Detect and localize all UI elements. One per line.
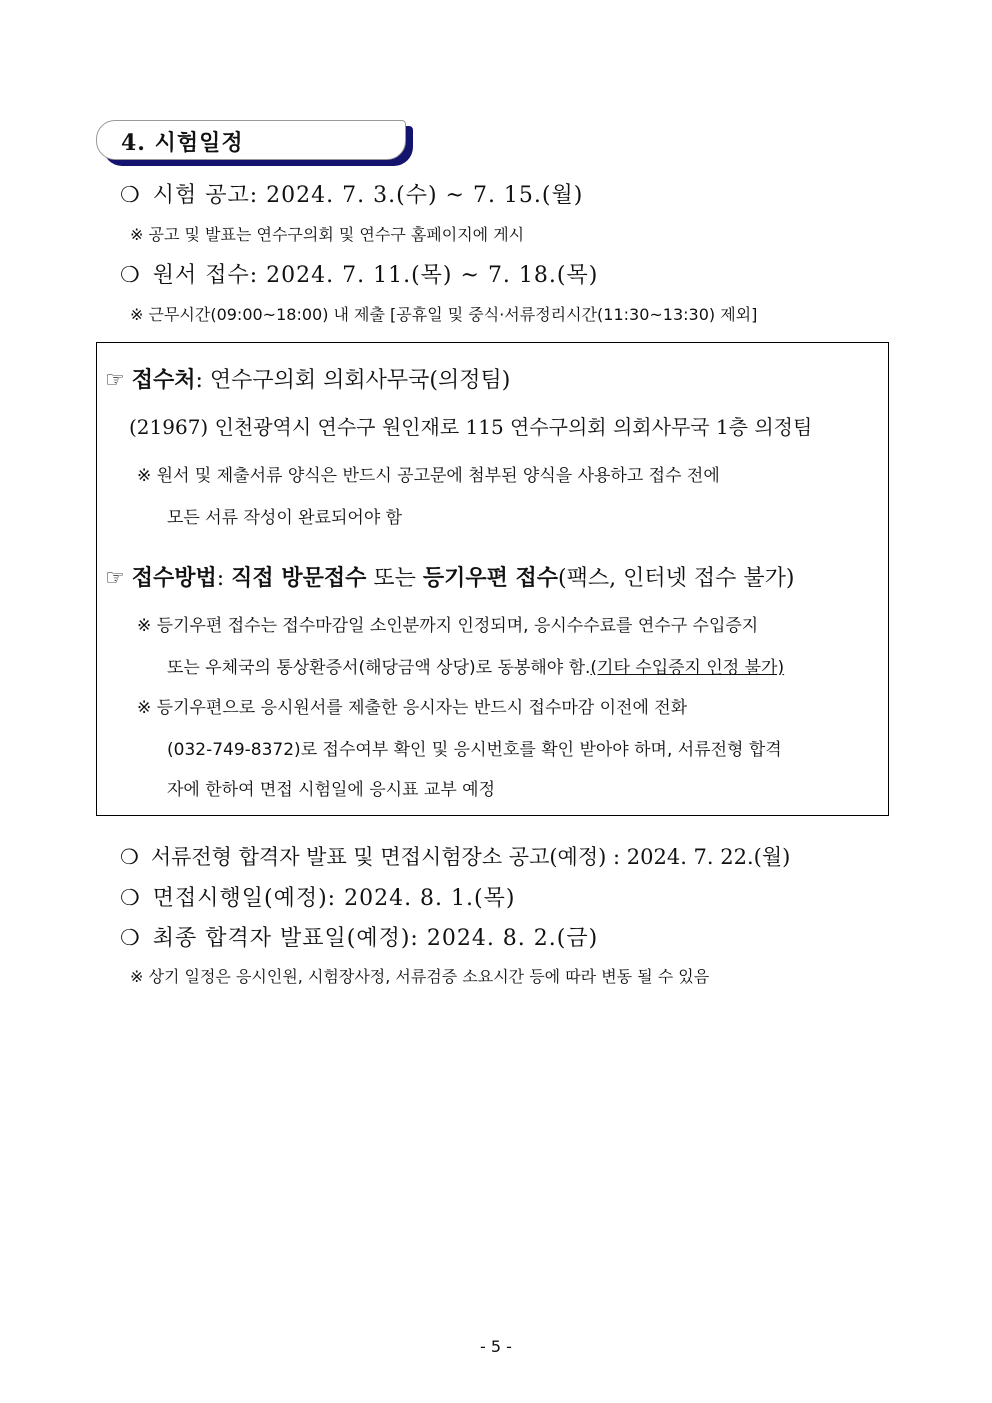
bullet-icon: ❍ xyxy=(120,263,141,288)
schedule-label: 면접시행일(예정): xyxy=(152,886,337,911)
reception-label: 접수처 xyxy=(131,367,196,393)
schedule-date: 2024. 7. 3.(수) ~ 7. 15.(월) xyxy=(266,183,584,208)
pointer-icon: ☞ xyxy=(105,368,125,393)
notice-icon: ※ xyxy=(137,698,152,718)
note-mail-cont: 또는 우체국의 통상환증서(해당금액 상당)로 동봉해야 함.(기타 수입증지 인정 불가) xyxy=(167,658,785,678)
note-forms-cont: 모든 서류 작성이 완료되어야 함 xyxy=(167,508,403,528)
note-phone: ※ 등기우편으로 응시원서를 제출한 응시자는 반드시 접수마감 이전에 전화 xyxy=(137,698,688,718)
notice-icon: ※ xyxy=(130,305,144,324)
note-announcement: ※ 공고 및 발표는 연수구의회 및 연수구 홈페이지에 게시 xyxy=(130,225,525,244)
note-mail: ※ 등기우편 접수는 접수마감일 소인분까지 인정되며, 응시수수료를 연수구 수입증지 xyxy=(137,616,759,636)
reception-value: 연수구의회 의회사무국(의정팀) xyxy=(209,368,511,393)
notice-icon: ※ xyxy=(130,967,144,986)
schedule-date: 2024. 7. 22.(월) xyxy=(626,845,791,869)
notice-icon: ※ xyxy=(137,616,152,636)
schedule-interview xyxy=(120,881,515,912)
section-heading xyxy=(96,120,406,160)
bullet-icon: ❍ xyxy=(120,886,141,911)
schedule-date: 2024. 7. 11.(목) ~ 7. 18.(목) xyxy=(266,263,599,288)
schedule-label: 시험 공고: xyxy=(152,183,259,208)
bullet-icon: ❍ xyxy=(120,845,139,869)
note-forms: ※ 원서 및 제출서류 양식은 반드시 공고문에 첨부된 양식을 사용하고 접수 전에 xyxy=(137,466,720,486)
schedule-application xyxy=(120,258,598,289)
note-phone-cont: (032-749-8372)로 접수여부 확인 및 응시번호를 확인 받아야 하며, 서류전형 합격 xyxy=(167,740,782,760)
schedule-label: 원서 접수: xyxy=(152,263,259,288)
method-heading: ☞ 접수방법: 직접 방문접수 또는 등기우편 접수(팩스, 인터넷 접수 불가) xyxy=(105,565,795,591)
section-title: 4. 시험일정 xyxy=(121,130,244,156)
bullet-icon: ❍ xyxy=(120,926,141,951)
pointer-icon: ☞ xyxy=(105,566,125,591)
schedule-date: 2024. 8. 1.(목) xyxy=(344,886,516,911)
schedule-date: 2024. 8. 2.(금) xyxy=(426,926,599,951)
method-label: 접수방법 xyxy=(131,565,217,591)
schedule-document-result xyxy=(120,841,790,871)
schedule-label: 최종 합격자 발표일(예정): xyxy=(152,926,419,951)
reception-address: (21967) 인천광역시 연수구 원인재로 115 연수구의회 의회사무국 1층 의정팀 xyxy=(129,415,813,439)
note-hours: ※ 근무시간(09:00~18:00) 내 제출 [공휴일 및 중식·서류정리시간(11:30~13:30) 제외] xyxy=(130,305,758,324)
page-number: - 5 - xyxy=(480,1337,512,1356)
note-phone-cont2: 자에 한하여 면접 시험일에 응시표 교부 예정 xyxy=(167,780,496,800)
notice-icon: ※ xyxy=(130,225,144,244)
bullet-icon: ❍ xyxy=(120,183,141,208)
schedule-announcement xyxy=(120,178,583,209)
reception-box xyxy=(96,342,889,816)
note-final: ※ 상기 일정은 응시인원, 시험장사정, 서류검증 소요시간 등에 따라 변동 될 수 있음 xyxy=(130,967,710,986)
schedule-final-result xyxy=(120,921,598,952)
reception-heading: ☞ 접수처: 연수구의회 의회사무국(의정팀) xyxy=(105,367,511,393)
notice-icon: ※ xyxy=(137,466,152,486)
schedule-label: 서류전형 합격자 발표 및 면접시험장소 공고(예정) : xyxy=(150,845,621,869)
